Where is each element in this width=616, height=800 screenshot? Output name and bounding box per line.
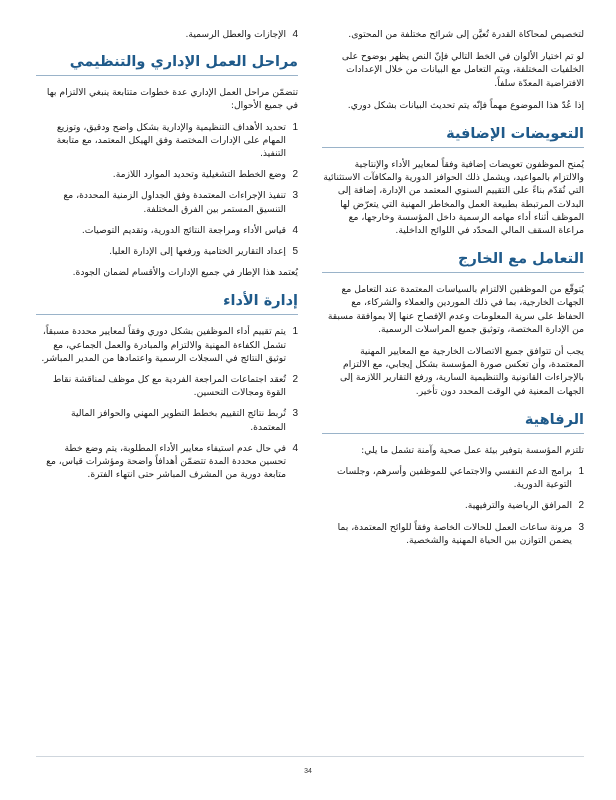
item-text: إعداد التقارير الختامية ورفعها إلى الإدارة العليا. bbox=[109, 246, 286, 258]
item-number: 4 bbox=[292, 29, 298, 40]
section-intro: تتضمّن مراحل العمل الإداري عدة خطوات متتابعة ينبغي الالتزام بها في جميع الأحوال: bbox=[46, 87, 298, 112]
item-text: يتم تقييم أداء الموظفين بشكل دوري وفقاً لمعايير محددة مسبقاً، تشمل الكفاءة المهنية والالتزام والمبادرة والعمل الجماعي، مع توثيق النتائج في السجلات الرسمية واعتمادها من المدير المباشر. bbox=[41, 326, 286, 364]
item-text: مرونة ساعات العمل للحالات الخاصة وفقاً للوائح المعتمدة، بما يضمن التوازن بين الحياة المهنية والشخصية. bbox=[337, 521, 572, 546]
item-text: الإجازات والعطل الرسمية. bbox=[185, 29, 286, 40]
item-text: قياس الأداء ومراجعة النتائج الدورية، وتقديم التوصيات. bbox=[81, 224, 286, 236]
list-item bbox=[36, 168, 298, 181]
list-item bbox=[36, 28, 298, 41]
list-item bbox=[36, 224, 298, 237]
item-number: 3 bbox=[292, 190, 298, 202]
right-column bbox=[322, 28, 584, 555]
section-paragraph: يجب أن تتوافق جميع الاتصالات الخارجية مع المعايير المهنية المعتمدة، وأن تعكس صورة المؤسسة بشكل إيجابي، مع الالتزام بالإجراءات القانونية والتنظيمية السارية، ورفع التقارير اللازمة إلى الجهات المعنية في الوقت المحدد دون تأخير. bbox=[339, 346, 584, 397]
list-item bbox=[36, 121, 298, 161]
list-item bbox=[36, 442, 298, 482]
item-number: 2 bbox=[292, 374, 298, 386]
left-column bbox=[36, 28, 298, 489]
section-paragraph: يُتوقّع من الموظفين الالتزام بالسياسات المعتمدة عند التعامل مع الجهات الخارجية، بما في ذلك الموردين والعملاء والشركاء، مع الحفاظ على سرية المعلومات وعدم الإفصاح عنها إلا بموافقة مسبقة من الإدارة المختصة، وتوثيق جميع المراسلات الرسمية. bbox=[327, 284, 584, 335]
item-number: 4 bbox=[292, 442, 298, 454]
list-item bbox=[322, 521, 584, 547]
section-paragraph: يُمنح الموظفون تعويضات إضافية وفقاً لمعايير الأداء والإنتاجية والالتزام بالمواعيد، ويشمل ذلك الحوافز الدورية والمكافآت الاستثنائية التي تُقدّم بناءً على التقييم السنوي المعتمد من الإدارة، إضافة إلى البدلات المرتبطة بطبيعة العمل والمخاطر المهنية التي يتعرّض لها الموظف أثناء أداء مهامه الرسمية داخل المؤسسة وخارجها، مع مراعاة السقف المالي المحدّد في اللوائح الداخلية. bbox=[323, 159, 584, 237]
list-item bbox=[322, 499, 584, 512]
section-closing: يُعتمد هذا الإطار في جميع الإدارات والأقسام لضمان الجودة. bbox=[72, 267, 298, 279]
item-text: تُعقد اجتماعات المراجعة الفردية مع كل موظف لمناقشة نقاط القوة ومجالات التحسين. bbox=[52, 374, 286, 399]
list-item bbox=[36, 245, 298, 258]
item-text: تُربط نتائج التقييم بخطط التطوير المهني والحوافز المالية المعتمدة. bbox=[71, 408, 286, 433]
list-item bbox=[36, 189, 298, 215]
item-number: 4 bbox=[292, 224, 298, 236]
intro-paragraph: إذا عُدّ هذا الموضوع مهماً فإنّه يتم تحديث البيانات بشكل دوري. bbox=[347, 99, 584, 111]
intro-paragraph: لو تم اختيار الألوان في الخط التالي فإنّ النص يظهر بوضوح على الخلفيات المختلفة، ويتم التعامل مع البيانات من خلال الإعدادات الافتراضية المعدّة سلفاً. bbox=[341, 51, 584, 89]
section-intro: تلتزم المؤسسة بتوفير بيئة عمل صحية وآمنة تشمل ما يلي: bbox=[361, 444, 584, 456]
item-number: 2 bbox=[578, 500, 584, 512]
section-heading: إدارة الأداء bbox=[36, 288, 298, 315]
item-number: 1 bbox=[292, 326, 298, 338]
item-number: 1 bbox=[578, 466, 584, 478]
item-text: تحديد الأهداف التنظيمية والإدارية بشكل واضح ودقيق، وتوزيع المهام على الإدارات المختصة وفق الهيكل المعتمد، مع متابعة التنفيذ. bbox=[56, 121, 286, 160]
section-heading: الرفاهية bbox=[322, 407, 584, 434]
numbered-list bbox=[36, 121, 298, 259]
item-text: تنفيذ الإجراءات المعتمدة وفق الجداول الزمنية المحددة، مع التنسيق المستمر بين الفرق المختلفة. bbox=[63, 190, 286, 215]
item-number: 3 bbox=[578, 521, 584, 533]
section-heading: مراحل العمل الإداري والتنظيمي bbox=[36, 49, 298, 76]
item-text: المرافق الرياضية والترفيهية. bbox=[464, 500, 572, 512]
item-number: 3 bbox=[292, 408, 298, 420]
numbered-list bbox=[36, 28, 298, 41]
numbered-list bbox=[36, 325, 298, 481]
list-item bbox=[36, 325, 298, 365]
numbered-list bbox=[322, 465, 584, 547]
list-item bbox=[36, 407, 298, 433]
item-text: برامج الدعم النفسي والاجتماعي للموظفين وأسرهم، وجلسات التوعية الدورية. bbox=[337, 466, 572, 491]
item-number: 5 bbox=[292, 246, 298, 258]
item-text: في حال عدم استيفاء معايير الأداء المطلوبة، يتم وضع خطة تحسين محددة المدة تتضمّن أهدافاً واضحة ومؤشرات قياس، مع متابعة دورية من المشرف المباشر حتى انتهاء الفترة. bbox=[46, 442, 286, 481]
page-number: 34 bbox=[304, 768, 312, 775]
item-number: 2 bbox=[292, 169, 298, 181]
section-heading: التعامل مع الخارج bbox=[322, 246, 584, 273]
item-number: 1 bbox=[292, 121, 298, 133]
list-item bbox=[36, 373, 298, 399]
footer-divider bbox=[36, 756, 584, 757]
item-text: وضع الخطط التشغيلية وتحديد الموارد اللازمة. bbox=[112, 169, 286, 181]
section-heading: التعويضات الإضافية bbox=[322, 121, 584, 148]
intro-paragraph: لتخصيص لمحاكاة القدرة تُعيَّن إلى شرائح مختلفة من المحتوى. bbox=[348, 29, 584, 40]
list-item bbox=[322, 465, 584, 491]
